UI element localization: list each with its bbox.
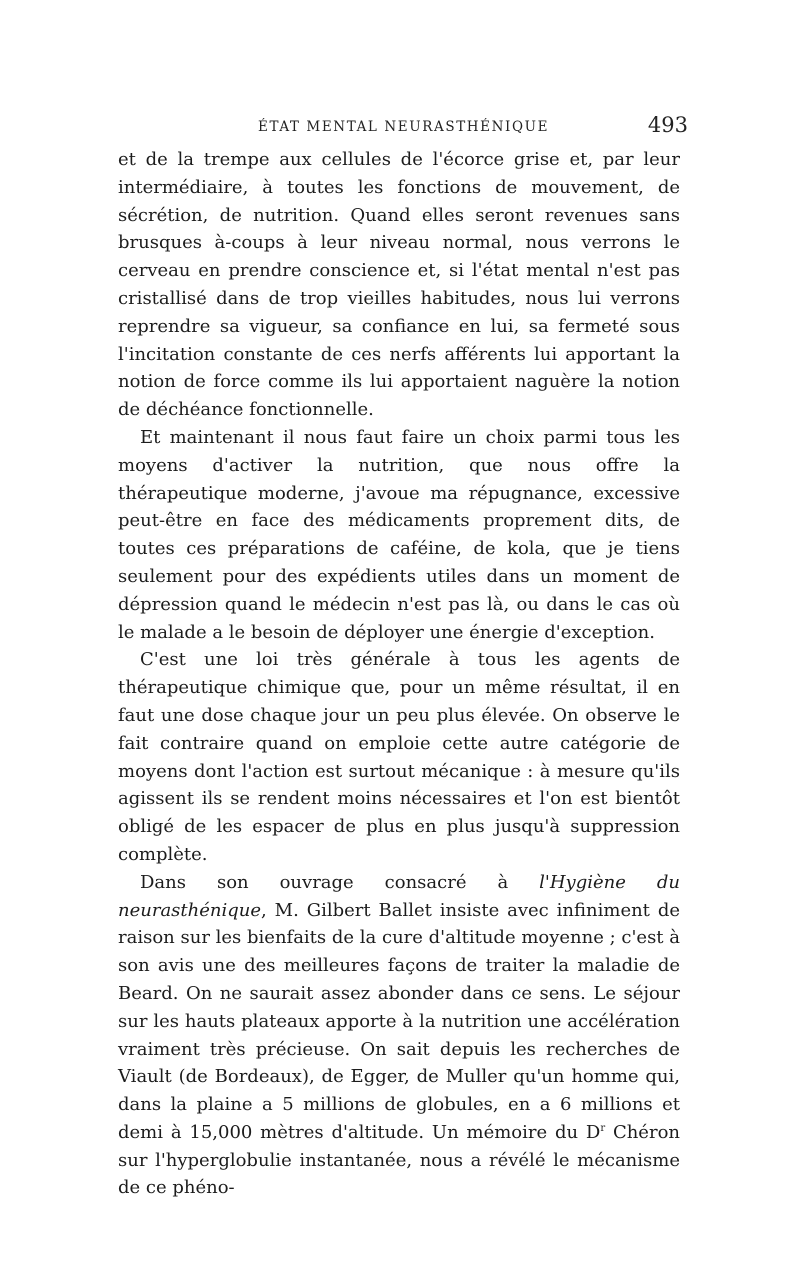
paragraph-3: C'est une loi très générale à tous les agents de thérapeutique chimique que, pour un même résultat, il en faut une dose chaque jour un peu plus élevée. On observe le fait contraire quand on emploie cette autre catégorie de moyens dont l'action est surtout mécanique : à mesure qu'ils agissent ils se rendent moins nécessaires et l'on est bientôt obligé de les espacer de plus en plus jusqu'à suppression complète. <box>118 649 680 865</box>
page-header <box>118 113 688 141</box>
paragraph-4-end: Chéron sur l'hyperglobulie instantanée, nous a révélé le mécanisme de ce phéno- <box>118 1121 680 1199</box>
paragraph-4-body: , M. Gilbert Ballet insiste avec infiniment de raison sur les bienfaits de la cure d'altitude moyenne ; c'est à son avis une des meilleures façons de traiter la maladie de Beard. On ne saurait assez abonder dans ce sens. Le séjour sur les hauts plateaux apporte à la nutrition une accélération vraiment très précieuse. On sait depuis les recherches de Viault (de Bordeaux), de Egger, de Muller qu'un homme qui, dans la plaine a 5 millions de globules, en a 6 millions et demi à 15,000 mètres d'altitude. Un mémoire du D <box>118 899 680 1143</box>
page-number: 493 <box>647 113 688 137</box>
paragraph-4-lead: Dans son ouvrage consacré à <box>140 871 540 893</box>
running-head: ÉTAT MENTAL NEURASTHÉNIQUE <box>258 119 550 135</box>
book-title-italic: l'Hygiène du neurasthénique <box>118 871 680 921</box>
body-text <box>118 146 680 1202</box>
paragraph-2: Et maintenant il nous faut faire un choix parmi tous les moyens d'activer la nutrition, que nous offre la thérapeutique moderne, j'avoue ma répugnance, excessive peut-être en face des médicaments proprement dits, de toutes ces préparations de caféine, de kola, que je tiens seulement pour des expédients utiles dans un moment de dépression quand le médecin n'est pas là, ou dans le cas où le malade a le besoin de déployer une énergie d'exception. <box>118 426 680 643</box>
paragraph-1: et de la trempe aux cellules de l'écorce grise et, par leur intermédiaire, à toutes les fonctions de mouvement, de sécrétion, de nutrition. Quand elles seront revenues sans brusques à-coups à leur niveau normal, nous verrons le cerveau en prendre conscience et, si l'état mental n'est pas cristallisé dans de trop vieilles habitudes, nous lui verrons reprendre sa vigueur, sa confiance en lui, sa fermeté sous l'incitation constante de ces nerfs afférents lui apportant la notion de force comme ils lui apportaient naguère la notion de déchéance fonctionnelle. <box>118 149 680 421</box>
doctor-abbrev-superscript: r <box>600 1122 606 1134</box>
paragraph-4 <box>118 869 680 1203</box>
